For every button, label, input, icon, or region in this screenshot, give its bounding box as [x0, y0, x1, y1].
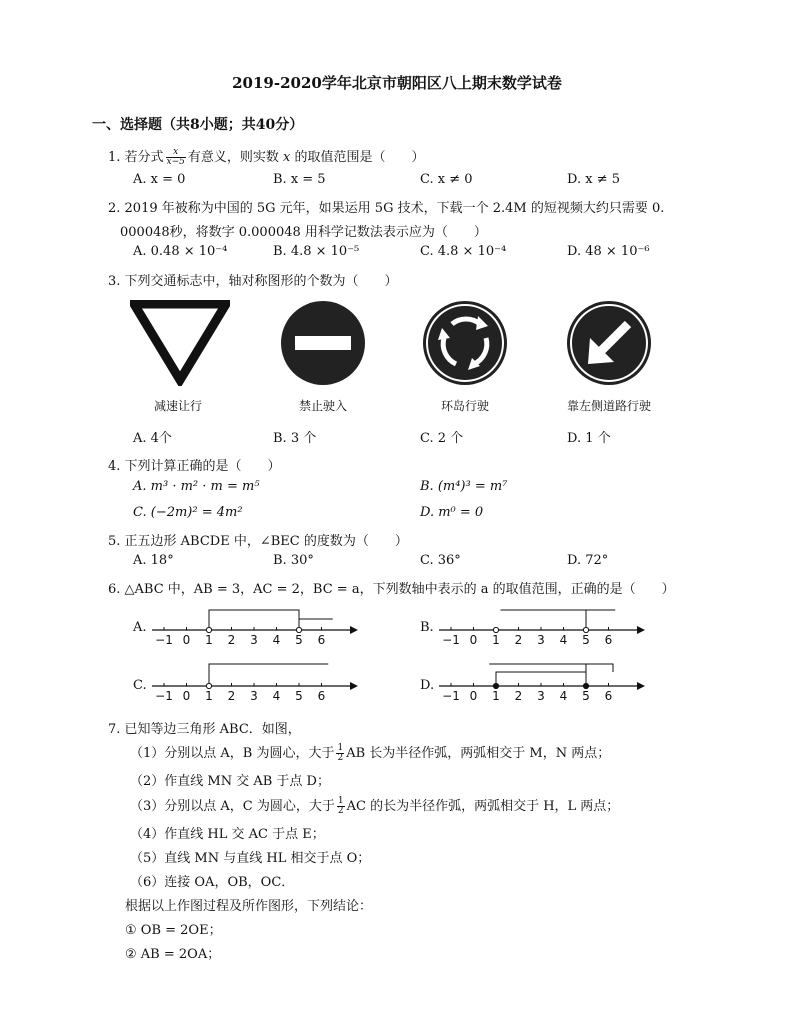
q7-step1 [130, 742, 610, 763]
q2-line2: 000048秒，将数字 0.000048 用科学记数法表示应为（ ） [120, 225, 487, 240]
tick-label: 2 [514, 689, 523, 702]
q7-step1-post: AB 长为半径作弧，两弧相交于 M，N 两点； [346, 746, 611, 761]
tick-label: 6 [604, 633, 613, 646]
q7-frac1-num: 1 [337, 743, 344, 753]
open-point [493, 627, 498, 632]
q3-option-a: A. 4个 [133, 431, 172, 446]
tick-label: −1 [442, 633, 460, 646]
axis-arrow-icon [637, 626, 645, 634]
range-bracket [209, 664, 328, 686]
q1-frac-num: x [166, 148, 186, 158]
tick-label: −1 [155, 689, 173, 702]
q7-step5: （5）直线 MN 与直线 HL 相交于点 O； [130, 851, 371, 866]
q1-frac-den: x−5 [166, 157, 185, 167]
q7-frac3-den: 2 [337, 806, 344, 816]
q1-post2: 的取值范围是（ ） [294, 150, 425, 165]
q5-text: 5. 正五边形 ABCDE 中，∠BEC 的度数为（ ） [108, 534, 408, 549]
q1-pre: 1. 若分式 [108, 150, 164, 165]
q6-label-a: A. [133, 620, 147, 635]
q4-option-b: B. (m⁴)³ = m⁷ [420, 479, 508, 494]
tick-label: 5 [582, 689, 590, 702]
q1-option-a: A. x = 0 [133, 172, 186, 187]
q7-step1-pre: （1）分别以点 A，B 为圆心，大于 [130, 746, 335, 761]
q7-step3-fraction [337, 797, 345, 816]
sign-label-3: 环岛行驶 [440, 399, 489, 413]
open-point [206, 683, 211, 688]
tick-label: 3 [537, 633, 545, 646]
axis-arrow-icon [350, 626, 358, 634]
tick-label: 3 [250, 689, 258, 702]
tick-label: 0 [182, 689, 191, 702]
q4-option-d: D. m⁰ = 0 [420, 505, 484, 520]
tick-label: 1 [205, 633, 213, 646]
q5-option-b: B. 30° [273, 553, 314, 568]
roundabout-sign-icon [422, 300, 508, 386]
section-heading: 一、选择题（共8小题；共40分） [92, 117, 304, 133]
tick-label: 6 [604, 689, 613, 702]
q7-frac3-num: 1 [337, 796, 344, 806]
range-bracket [586, 610, 615, 630]
sign-label-4: 靠左侧道路行驶 [566, 399, 651, 413]
q7-step1-fraction [336, 744, 344, 763]
tick-label: 4 [272, 633, 281, 646]
tick-label: 4 [272, 689, 281, 702]
q2-line1: 2. 2019 年被称为中国的 5G 元年，如果运用 5G 技术，下载一个 2.4M 的短视频大约只需要 0. [108, 201, 665, 216]
tick-label: 0 [469, 633, 478, 646]
q7-conclusion-1: ① OB = 2OE； [125, 923, 222, 938]
q7-step6: （6）连接 OA，OB，OC． [130, 875, 295, 890]
open-point [583, 627, 588, 632]
tick-label: 6 [317, 633, 326, 646]
tick-label: 0 [182, 633, 191, 646]
number-line-b [437, 600, 647, 646]
q6-label-d: D. [420, 678, 435, 693]
q7-step3-post: AC 的长为半径作弧，两弧相交于 H，L 两点； [346, 799, 620, 814]
q3-option-c: C. 2 个 [420, 431, 464, 446]
q7-intro: 7. 已知等边三角形 ABC．如图， [108, 722, 301, 737]
page-title: 2019-2020学年北京市朝阳区八上期末数学试卷 [232, 74, 562, 92]
open-point [296, 627, 301, 632]
q7-conclusion-2: ② AB = 2OA； [125, 947, 221, 962]
q6-label-b: B. [420, 620, 434, 635]
q6-label-c: C. [133, 678, 147, 693]
q1-option-d: D. x ≠ 5 [567, 172, 620, 187]
closed-point [583, 683, 588, 688]
q2-option-c: C. 4.8 × 10⁻⁴ [420, 244, 507, 259]
no-entry-sign-icon [280, 300, 366, 386]
q7-step4: （4）作直线 HL 交 AC 于点 E； [130, 827, 325, 842]
keep-left-sign-icon [566, 300, 652, 386]
q2-option-d: D. 48 × 10⁻⁶ [567, 244, 650, 259]
open-point [206, 627, 211, 632]
tick-label: −1 [155, 633, 173, 646]
range-bracket [489, 664, 613, 672]
tick-label: 1 [205, 689, 213, 702]
q4-text: 4. 下列计算正确的是（ ） [108, 459, 281, 474]
question-1 [108, 146, 425, 167]
tick-label: 3 [537, 689, 545, 702]
axis-arrow-icon [350, 682, 358, 690]
q7-step7: 根据以上作图过程及所作图形，下列结论： [125, 899, 373, 914]
sign-label-2: 禁止驶入 [298, 399, 347, 413]
number-line-d [437, 656, 647, 702]
tick-label: 6 [317, 689, 326, 702]
q3-option-d: D. 1 个 [567, 431, 611, 446]
q3-option-b: B. 3 个 [273, 431, 317, 446]
tick-label: 5 [582, 633, 590, 646]
q1-option-b: B. x = 5 [273, 172, 326, 187]
q2-option-b: B. 4.8 × 10⁻⁵ [273, 244, 360, 259]
q6-text: 6. △ABC 中，AB = 3，AC = 2，BC = a，下列数轴中表示的 a 的取值范围，正确的是（ ） [108, 582, 675, 597]
tick-label: 4 [559, 633, 568, 646]
tick-label: 3 [250, 633, 258, 646]
tick-label: 1 [492, 689, 500, 702]
yield-sign-icon [130, 300, 230, 386]
q3-text: 3. 下列交通标志中，轴对称图形的个数为（ ） [108, 274, 398, 289]
tick-label: 5 [295, 633, 303, 646]
q2-option-a: A. 0.48 × 10⁻⁴ [133, 244, 228, 259]
tick-label: −1 [442, 689, 460, 702]
q1-option-c: C. x ≠ 0 [420, 172, 473, 187]
tick-label: 2 [227, 689, 236, 702]
q1-post: 有意义，则实数 [187, 150, 279, 165]
q1-fraction [166, 148, 186, 167]
tick-label: 0 [469, 689, 478, 702]
tick-label: 2 [227, 633, 236, 646]
q7-step2: （2）作直线 MN 交 AB 于点 D； [130, 774, 330, 789]
q5-option-d: D. 72° [567, 553, 609, 568]
closed-point [493, 683, 498, 688]
number-line-c [150, 656, 360, 702]
tick-label: 5 [295, 689, 303, 702]
tick-label: 4 [559, 689, 568, 702]
q7-step3 [130, 795, 619, 816]
q5-option-a: A. 18° [133, 553, 174, 568]
q1-var: x [283, 150, 291, 165]
tick-label: 1 [492, 633, 500, 646]
axis-arrow-icon [637, 682, 645, 690]
tick-label: 2 [514, 633, 523, 646]
q7-step3-pre: （3）分别以点 A，C 为圆心，大于 [130, 799, 335, 814]
number-line-a [150, 600, 360, 646]
q5-option-c: C. 36° [420, 553, 461, 568]
q7-frac1-den: 2 [337, 753, 344, 763]
q4-option-a: A. m³ · m² · m = m⁵ [133, 479, 260, 494]
q4-option-c: C. (−2m)² = 4m² [133, 505, 243, 520]
sign-label-1: 减速让行 [153, 399, 202, 413]
